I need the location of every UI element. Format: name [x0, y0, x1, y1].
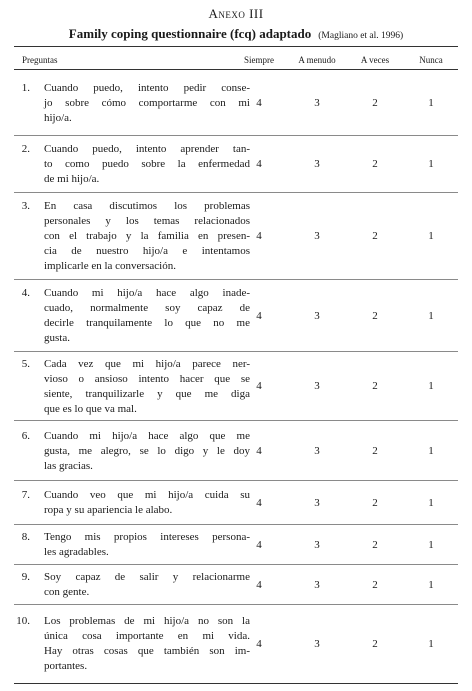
score-nunca: 1 [428, 380, 434, 392]
question-line: les agradables. [44, 546, 109, 558]
question-line: con el trabajo y la familia en presen- [44, 230, 250, 242]
question-number: 7. [21, 489, 30, 501]
table-row [14, 70, 458, 136]
question-line: gusta. [44, 332, 70, 344]
score-siempre: 4 [256, 97, 262, 109]
question-number: 4. [21, 287, 30, 299]
table-row [14, 421, 458, 481]
question-line: cuado, normalmente soy capaz de [44, 302, 250, 314]
score-a-menudo: 3 [314, 638, 320, 650]
score-a-veces: 2 [372, 638, 378, 650]
score-siempre: 4 [256, 445, 262, 457]
question-line: personales y los temas relacionados [44, 215, 250, 227]
table-row [14, 481, 458, 525]
question-line: Cuando veo que mi hijo/a cuida su [44, 489, 250, 501]
question-line: gusta, me alegro, se lo digo y le doy [44, 445, 250, 457]
question-line: implicarle en la conversación. [44, 260, 176, 272]
header-a-veces: A veces [360, 55, 390, 65]
header-preguntas: Preguntas [22, 55, 58, 65]
score-nunca: 1 [428, 579, 434, 591]
question-text [44, 357, 250, 417]
score-a-veces: 2 [372, 445, 378, 457]
score-a-menudo: 3 [314, 539, 320, 551]
table-row [14, 605, 458, 683]
score-siempre: 4 [256, 310, 262, 322]
table-row [14, 352, 458, 421]
question-number: 6. [21, 430, 30, 442]
citation: (Magliano et al. 1996) [318, 31, 404, 41]
table-row [14, 565, 458, 605]
header-a-menudo: A menudo [298, 55, 336, 65]
table-top-rule [14, 46, 458, 47]
header-siempre: Siempre [244, 55, 274, 65]
score-siempre: 4 [256, 638, 262, 650]
score-nunca: 1 [428, 97, 434, 109]
question-line: vioso o ansioso intento hacer que se [44, 373, 250, 385]
question-line: cia de nuestro hijo/a e intentamos [44, 245, 250, 257]
score-nunca: 1 [428, 310, 434, 322]
question-line: con gente. [44, 586, 90, 598]
question-line: En casa discutimos los problemas [44, 200, 250, 212]
document-title [0, 25, 472, 43]
score-a-veces: 2 [372, 158, 378, 170]
question-number: 3. [21, 200, 30, 212]
annex-label: Anexo III [208, 6, 264, 21]
question-text [44, 570, 250, 600]
question-line: Cuando puedo, intento pedir conse- [44, 82, 250, 94]
score-a-menudo: 3 [314, 380, 320, 392]
question-text [44, 286, 250, 346]
table-row [14, 136, 458, 193]
question-line: Cuando mi hijo/a hace algo inade- [44, 287, 250, 299]
score-a-veces: 2 [372, 230, 378, 242]
score-a-menudo: 3 [314, 497, 320, 509]
question-line: Hay otras cosas que también son im- [44, 645, 250, 657]
question-number: 5. [21, 358, 30, 370]
score-a-veces: 2 [372, 310, 378, 322]
question-text [44, 429, 250, 474]
score-siempre: 4 [256, 380, 262, 392]
question-text [44, 530, 250, 560]
score-nunca: 1 [428, 638, 434, 650]
score-a-veces: 2 [372, 579, 378, 591]
score-a-menudo: 3 [314, 230, 320, 242]
header-nunca: Nunca [419, 55, 443, 65]
score-nunca: 1 [428, 497, 434, 509]
question-text [44, 81, 250, 126]
score-siempre: 4 [256, 497, 262, 509]
score-a-veces: 2 [372, 497, 378, 509]
question-line: las gracias. [44, 460, 93, 472]
question-line: que es lo que va mal. [44, 403, 137, 415]
question-line: Los problemas de mi hijo/a no son la [44, 615, 250, 627]
question-text [44, 614, 250, 674]
score-siempre: 4 [256, 230, 262, 242]
question-line: de mi hijo/a. [44, 173, 100, 185]
score-siempre: 4 [256, 539, 262, 551]
score-nunca: 1 [428, 445, 434, 457]
score-a-menudo: 3 [314, 310, 320, 322]
questionnaire-title: Family coping questionnaire (fcq) adaptado [68, 26, 312, 41]
question-line: decirle tranquilamente lo que no me [44, 317, 250, 329]
question-number: 1. [21, 82, 30, 94]
score-nunca: 1 [428, 158, 434, 170]
question-line: Cada vez que mi hijo/a parece ner- [44, 358, 250, 370]
question-line: portantes. [44, 660, 88, 672]
score-a-veces: 2 [372, 380, 378, 392]
question-text [44, 142, 250, 187]
question-line: ropa y su apariencia le alabo. [44, 504, 173, 516]
score-siempre: 4 [256, 158, 262, 170]
question-line: jo sobre cómo comportarme con mi [44, 97, 250, 109]
score-siempre: 4 [256, 579, 262, 591]
question-number: 9. [21, 571, 30, 583]
question-line: Cuando mi hijo/a hace algo que me [44, 430, 250, 442]
question-number: 10. [16, 615, 30, 627]
score-a-menudo: 3 [314, 158, 320, 170]
score-nunca: 1 [428, 230, 434, 242]
question-line: Soy capaz de salir y relacionarme [44, 571, 250, 583]
table-row [14, 280, 458, 352]
question-line: siente, tranquilizarle y que me diga [44, 388, 250, 400]
score-a-veces: 2 [372, 539, 378, 551]
score-a-menudo: 3 [314, 97, 320, 109]
question-line: Tengo mis propios intereses persona- [44, 531, 250, 543]
question-line: to como puedo sobre la enfermedad [44, 158, 250, 170]
table-bottom-rule [14, 683, 458, 684]
score-a-menudo: 3 [314, 445, 320, 457]
question-text [44, 488, 250, 518]
table-row [14, 193, 458, 280]
score-nunca: 1 [428, 539, 434, 551]
question-number: 2. [21, 143, 30, 155]
table-row [14, 525, 458, 565]
score-a-veces: 2 [372, 97, 378, 109]
question-line: hijo/a. [44, 112, 72, 124]
question-number: 8. [21, 531, 30, 543]
question-line: Cuando puedo, intento aprender tan- [44, 143, 250, 155]
question-line: única cosa importante en mi vida. [44, 630, 250, 642]
score-a-menudo: 3 [314, 579, 320, 591]
question-text [44, 199, 250, 274]
